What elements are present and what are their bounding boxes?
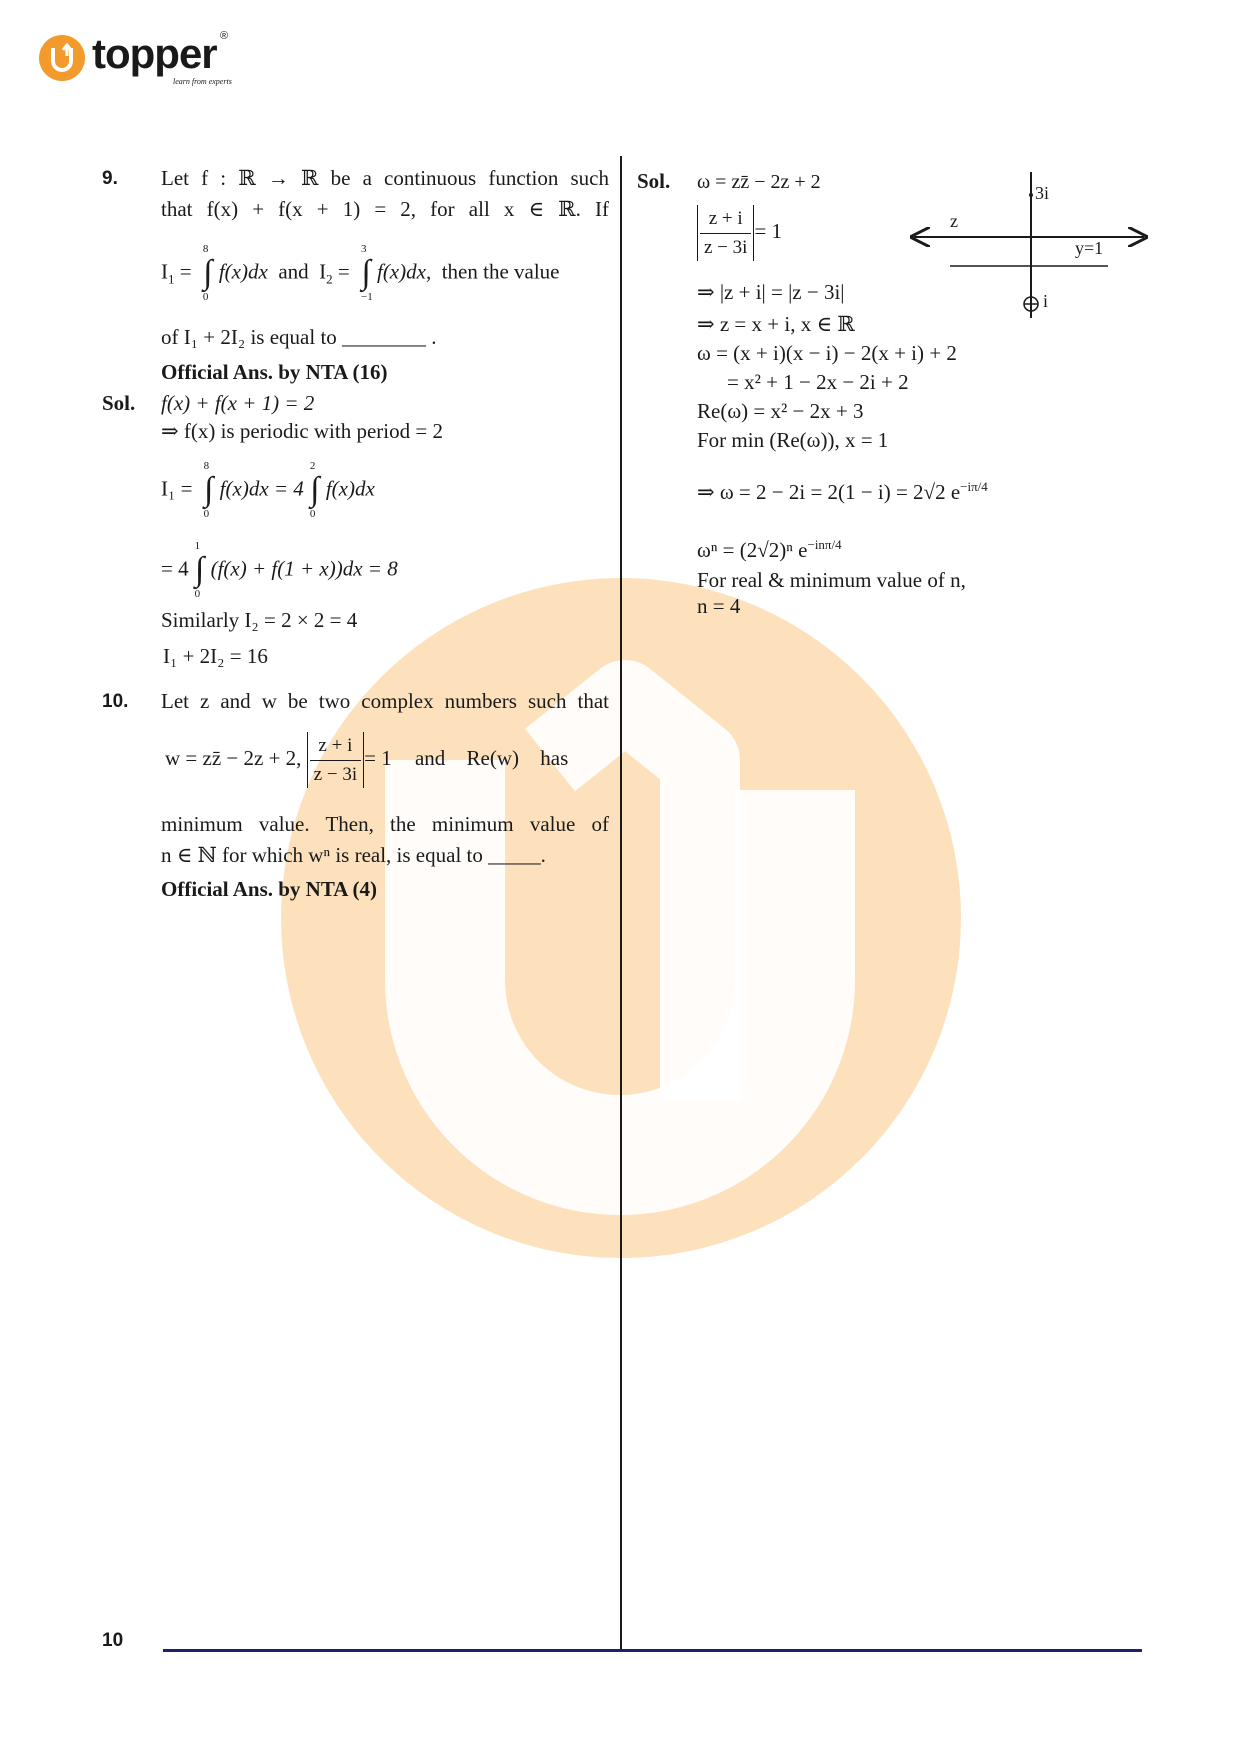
q10-line4: n ∈ ℕ for which wⁿ is real, is equal to _____. xyxy=(161,843,546,867)
and-word: and xyxy=(278,259,309,284)
sol10-omega-def: ω = zz̄ − 2z + 2 xyxy=(697,171,821,193)
integral-sign: 1 ∫ 0 xyxy=(194,540,205,600)
eq-one: = 1 xyxy=(364,745,392,770)
integral-sign: 3 ∫ −1 xyxy=(360,243,373,303)
sol10-step1: ⇒ |z + i| = |z − 3i| xyxy=(697,280,845,304)
integral-sign: 8 ∫ 0 xyxy=(202,243,213,303)
abs-fraction: $\frac{z + i}{z - 3i}$ xyxy=(307,732,364,788)
q9-sol-i1-line xyxy=(161,460,375,520)
re-w: Re(w) xyxy=(466,745,520,770)
diagram-label-y1: y=1 xyxy=(1075,238,1104,258)
sol10-step5: Re(ω) = x² − 2x + 3 xyxy=(697,399,864,423)
step8-text: ωⁿ = (2√2)ⁿ e xyxy=(697,538,808,562)
column-divider xyxy=(620,156,622,1652)
q10-line3: minimum value. Then, the minimum value of xyxy=(161,812,609,836)
sol10-step9: For real & minimum value of n, xyxy=(697,568,966,592)
q9-line2: that f(x) + f(x + 1) = 2, for all x ∈ ℝ. If xyxy=(161,197,609,221)
q9-line4: of I₁ + 2I₂ is equal to ________ . xyxy=(161,325,437,349)
and-word: and xyxy=(414,745,446,770)
sol10-step3: ω = (x + i)(x − i) − 2(x + i) + 2 xyxy=(697,341,957,365)
q9-sol-eq-line xyxy=(161,540,398,600)
i1-body: f(x)dx xyxy=(218,259,268,284)
sol10-step4: = x² + 1 − 2x − 2i + 2 xyxy=(727,370,909,394)
integral-sign: 8 ∫ 0 xyxy=(203,460,214,520)
q10-expr-line xyxy=(165,732,611,788)
topper-u-icon xyxy=(38,34,88,84)
step8-exponent: −inπ/4 xyxy=(807,537,842,552)
q9-result: I₁ + 2I₂ = 16 xyxy=(163,644,268,668)
sol-eq-body: (f(x) + f(1 + x))dx = 8 xyxy=(210,556,398,581)
sol-eq-prefix: = 4 xyxy=(161,556,189,581)
q9-sol-label: Sol. xyxy=(102,391,136,415)
sol10-step10: n = 4 xyxy=(697,594,741,618)
point-3i xyxy=(1029,193,1033,197)
brand-tagline: learn from experts xyxy=(173,77,232,86)
i2-label: I xyxy=(319,259,327,284)
argand-diagram xyxy=(910,168,1150,328)
q10-line1: Let z and w be two complex numbers such that xyxy=(161,689,609,713)
sol10-step7 xyxy=(697,477,988,507)
diagram-label-z: z xyxy=(950,211,958,231)
q9-integrals-line: $I_1$ = 8 ∫ 0 f(x)dx and $I_2$ = 3 ∫ −1 f(x)dx, then the value xyxy=(161,243,560,303)
brand-logo xyxy=(38,30,238,92)
i2-body: f(x)dx, xyxy=(376,259,432,284)
integral-sign: 2 ∫ 0 xyxy=(309,460,320,520)
i1-label: I xyxy=(161,259,168,284)
sol-i1-body2: f(x)dx xyxy=(325,476,375,501)
q9-sol-line1: f(x) + f(x + 1) = 2 xyxy=(161,391,315,415)
page-number: 10 xyxy=(102,1630,124,1651)
q10-official-answer: Official Ans. by NTA (4) xyxy=(161,877,378,901)
sol-i1-label: I₁ = xyxy=(161,476,193,501)
then-text: then the value xyxy=(441,259,560,284)
i2-sub: 2 xyxy=(326,271,333,287)
sol10-step8 xyxy=(697,535,842,565)
brand-name: topper xyxy=(92,30,217,77)
abs-fraction: $\frac{z + i}{z - 3i}$ xyxy=(697,205,754,261)
sol10-step2: ⇒ z = x + i, x ∈ ℝ xyxy=(697,312,855,336)
brand-registered-mark: ® xyxy=(220,30,229,42)
sol-i1-body: f(x)dx = 4 xyxy=(219,476,304,501)
i1-sub: 1 xyxy=(168,271,175,287)
eq-one: = 1 xyxy=(754,218,783,243)
step7-exponent: −iπ/4 xyxy=(960,479,988,494)
has-word: has xyxy=(540,745,569,770)
diagram-label-i: i xyxy=(1043,291,1049,311)
q9-sol-line2: ⇒ f(x) is periodic with period = 2 xyxy=(161,419,443,443)
q9-line1: Let f : ℝ → ℝ be a continuous function such xyxy=(161,166,609,190)
q9-official-answer: Official Ans. by NTA (16) xyxy=(161,360,388,384)
sol10-abs-fraction-line xyxy=(697,205,782,261)
diagram-label-3i: 3i xyxy=(1035,183,1050,203)
sol10-label: Sol. xyxy=(637,169,671,193)
q9-number: 9. xyxy=(102,168,118,189)
sol10-step6: For min (Re(ω)), x = 1 xyxy=(697,428,889,452)
footer-rule xyxy=(163,1649,1142,1652)
q9-similarly: Similarly I₂ = 2 × 2 = 4 xyxy=(161,608,358,632)
step7-text: ⇒ ω = 2 − 2i = 2(1 − i) = 2√2 e xyxy=(697,480,961,504)
q10-number: 10. xyxy=(102,691,129,712)
w-expression: w = zz̄ − 2z + 2, xyxy=(165,745,302,770)
